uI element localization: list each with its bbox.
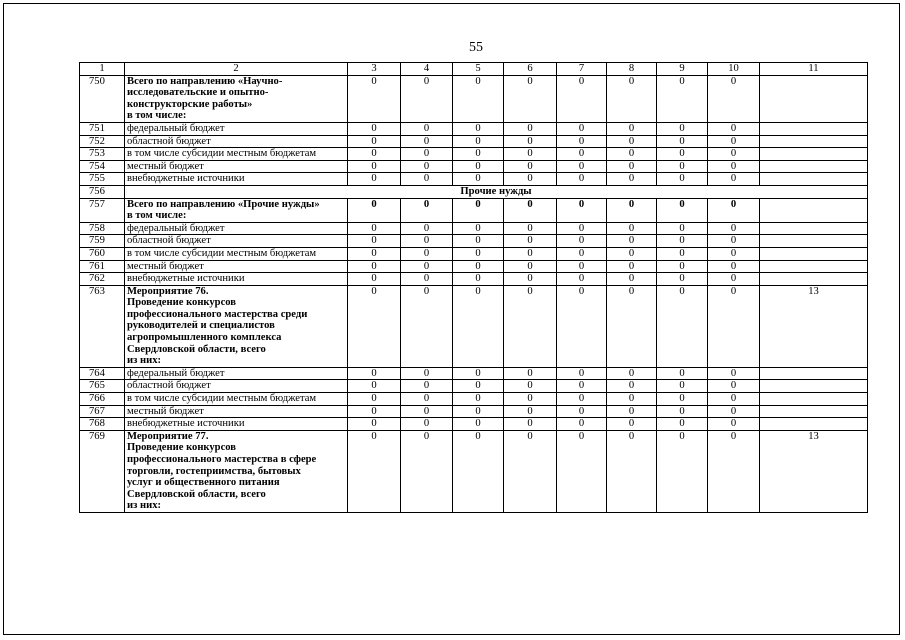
value-cell: 0 xyxy=(504,367,557,380)
row-label xyxy=(125,198,348,222)
value-cell: 0 xyxy=(557,393,607,406)
header-row xyxy=(80,63,868,76)
table-row xyxy=(80,185,868,198)
value-cell: 0 xyxy=(657,148,708,161)
value-cell: 0 xyxy=(607,380,657,393)
table-row xyxy=(80,75,868,122)
table-row xyxy=(80,135,868,148)
row-label-line: Свердловской области, всего xyxy=(127,488,266,500)
value-cell: 0 xyxy=(708,235,760,248)
value-cell: 0 xyxy=(453,393,504,406)
value-cell: 0 xyxy=(401,418,453,431)
value-cell: 0 xyxy=(708,148,760,161)
row-label-line: Всего по направлению «Научно- xyxy=(127,75,283,87)
value-cell: 0 xyxy=(401,148,453,161)
row-label-line: внебюджетные источники xyxy=(127,173,245,185)
value-cell: 0 xyxy=(657,198,708,222)
value-cell: 0 xyxy=(708,122,760,135)
row-label-line: внебюджетные источники xyxy=(127,418,245,430)
value-cell: 0 xyxy=(708,393,760,406)
value-cell: 0 xyxy=(453,135,504,148)
value-cell: 0 xyxy=(708,160,760,173)
value-cell-col11 xyxy=(760,380,868,393)
value-cell: 0 xyxy=(708,173,760,186)
value-cell: 0 xyxy=(453,285,504,367)
value-cell: 0 xyxy=(607,148,657,161)
value-cell: 0 xyxy=(557,367,607,380)
value-cell: 0 xyxy=(557,405,607,418)
column-header: 11 xyxy=(760,63,868,76)
row-number: 764 xyxy=(80,367,125,380)
value-cell: 0 xyxy=(708,285,760,367)
value-cell: 0 xyxy=(657,135,708,148)
row-number: 752 xyxy=(80,135,125,148)
value-cell: 0 xyxy=(504,380,557,393)
value-cell: 0 xyxy=(504,430,557,512)
value-cell: 0 xyxy=(708,430,760,512)
value-cell: 0 xyxy=(348,285,401,367)
value-cell: 0 xyxy=(348,75,401,122)
table-row xyxy=(80,222,868,235)
value-cell: 0 xyxy=(453,122,504,135)
value-cell: 0 xyxy=(453,260,504,273)
value-cell: 0 xyxy=(708,135,760,148)
table-row xyxy=(80,160,868,173)
value-cell: 0 xyxy=(607,222,657,235)
value-cell: 0 xyxy=(504,148,557,161)
row-number: 762 xyxy=(80,273,125,286)
row-label xyxy=(125,260,348,273)
value-cell: 0 xyxy=(607,430,657,512)
row-label-line: областной бюджет xyxy=(127,235,211,247)
row-label-line: в том числе: xyxy=(127,210,187,222)
value-cell: 0 xyxy=(657,273,708,286)
value-cell: 0 xyxy=(348,405,401,418)
row-label-line: торговли, гостеприимства, бытовых xyxy=(127,465,301,477)
row-label xyxy=(125,247,348,260)
value-cell: 0 xyxy=(657,393,708,406)
value-cell: 0 xyxy=(557,173,607,186)
row-label xyxy=(125,430,348,512)
value-cell: 0 xyxy=(607,198,657,222)
value-cell: 0 xyxy=(557,418,607,431)
value-cell: 0 xyxy=(348,393,401,406)
value-cell: 0 xyxy=(557,273,607,286)
row-label-line: местный бюджет xyxy=(127,260,204,272)
value-cell-col11 xyxy=(760,222,868,235)
value-cell: 0 xyxy=(453,247,504,260)
value-cell: 0 xyxy=(657,430,708,512)
value-cell: 0 xyxy=(557,198,607,222)
value-cell: 0 xyxy=(401,135,453,148)
value-cell: 0 xyxy=(657,260,708,273)
value-cell: 0 xyxy=(401,285,453,367)
value-cell-col11: 13 xyxy=(760,285,868,367)
value-cell: 0 xyxy=(453,173,504,186)
table-row xyxy=(80,285,868,367)
value-cell: 0 xyxy=(504,75,557,122)
value-cell: 0 xyxy=(453,222,504,235)
budget-table xyxy=(79,62,868,513)
row-label-line: руководителей и специалистов xyxy=(127,320,275,332)
value-cell: 0 xyxy=(708,247,760,260)
value-cell: 0 xyxy=(657,173,708,186)
value-cell-col11 xyxy=(760,135,868,148)
row-label xyxy=(125,380,348,393)
row-label xyxy=(125,160,348,173)
row-label-line: в том числе: xyxy=(127,110,187,122)
table-row xyxy=(80,173,868,186)
value-cell-col11 xyxy=(760,75,868,122)
row-number: 757 xyxy=(80,198,125,222)
value-cell-col11 xyxy=(760,393,868,406)
row-label xyxy=(125,285,348,367)
row-label-line: федеральный бюджет xyxy=(127,222,225,234)
value-cell: 0 xyxy=(708,75,760,122)
value-cell: 0 xyxy=(557,247,607,260)
value-cell-col11 xyxy=(760,122,868,135)
value-cell: 0 xyxy=(348,367,401,380)
value-cell: 0 xyxy=(657,418,708,431)
column-header: 5 xyxy=(453,63,504,76)
row-label-line: в том числе субсидии местным бюджетам xyxy=(127,148,317,160)
value-cell: 0 xyxy=(607,367,657,380)
row-number: 769 xyxy=(80,430,125,512)
value-cell: 0 xyxy=(504,122,557,135)
value-cell: 0 xyxy=(401,430,453,512)
row-number: 759 xyxy=(80,235,125,248)
row-number: 758 xyxy=(80,222,125,235)
value-cell-col11 xyxy=(760,173,868,186)
value-cell: 0 xyxy=(348,260,401,273)
table-row xyxy=(80,260,868,273)
row-label-line: профессионального мастерства среди xyxy=(127,308,308,320)
row-label-line: Мероприятие 77. xyxy=(127,430,209,442)
row-label-line: федеральный бюджет xyxy=(127,122,225,134)
value-cell: 0 xyxy=(453,380,504,393)
value-cell: 0 xyxy=(401,273,453,286)
row-number: 763 xyxy=(80,285,125,367)
row-label xyxy=(125,367,348,380)
row-label-line: местный бюджет xyxy=(127,405,204,417)
value-cell: 0 xyxy=(453,405,504,418)
value-cell: 0 xyxy=(504,198,557,222)
value-cell: 0 xyxy=(504,273,557,286)
value-cell: 0 xyxy=(557,260,607,273)
value-cell: 0 xyxy=(401,173,453,186)
value-cell-col11 xyxy=(760,247,868,260)
value-cell: 0 xyxy=(453,235,504,248)
value-cell: 0 xyxy=(348,222,401,235)
row-label xyxy=(125,173,348,186)
value-cell: 0 xyxy=(504,405,557,418)
value-cell: 0 xyxy=(557,75,607,122)
value-cell: 0 xyxy=(348,235,401,248)
value-cell: 0 xyxy=(557,235,607,248)
value-cell: 0 xyxy=(401,160,453,173)
value-cell: 0 xyxy=(504,135,557,148)
value-cell: 0 xyxy=(708,367,760,380)
value-cell: 0 xyxy=(348,273,401,286)
value-cell: 0 xyxy=(401,405,453,418)
value-cell: 0 xyxy=(708,222,760,235)
row-label-line: профессионального мастерства в сфере xyxy=(127,454,317,465)
value-cell: 0 xyxy=(657,235,708,248)
row-label xyxy=(125,222,348,235)
value-cell: 0 xyxy=(657,222,708,235)
value-cell: 0 xyxy=(657,380,708,393)
value-cell: 0 xyxy=(557,135,607,148)
value-cell: 0 xyxy=(348,122,401,135)
row-number: 760 xyxy=(80,247,125,260)
page-number: 55 xyxy=(469,40,483,55)
row-number: 750 xyxy=(80,75,125,122)
value-cell: 0 xyxy=(504,418,557,431)
table-row xyxy=(80,122,868,135)
value-cell: 0 xyxy=(453,418,504,431)
value-cell: 0 xyxy=(657,75,708,122)
value-cell: 0 xyxy=(607,160,657,173)
value-cell: 0 xyxy=(607,393,657,406)
value-cell: 0 xyxy=(657,367,708,380)
value-cell-col11 xyxy=(760,418,868,431)
value-cell: 0 xyxy=(607,418,657,431)
value-cell: 0 xyxy=(607,260,657,273)
value-cell: 0 xyxy=(348,247,401,260)
table-row xyxy=(80,405,868,418)
value-cell: 0 xyxy=(348,430,401,512)
value-cell: 0 xyxy=(607,247,657,260)
value-cell: 0 xyxy=(401,367,453,380)
row-label xyxy=(125,273,348,286)
value-cell: 0 xyxy=(557,148,607,161)
row-label-line: внебюджетные источники xyxy=(127,273,245,285)
row-number: 753 xyxy=(80,148,125,161)
value-cell: 0 xyxy=(504,173,557,186)
value-cell: 0 xyxy=(607,273,657,286)
value-cell: 0 xyxy=(557,222,607,235)
value-cell: 0 xyxy=(607,122,657,135)
table-row xyxy=(80,148,868,161)
row-number: 768 xyxy=(80,418,125,431)
value-cell: 0 xyxy=(453,273,504,286)
value-cell: 0 xyxy=(708,418,760,431)
value-cell: 0 xyxy=(657,405,708,418)
value-cell: 0 xyxy=(557,430,607,512)
value-cell: 0 xyxy=(657,122,708,135)
value-cell: 0 xyxy=(708,198,760,222)
row-number: 756 xyxy=(80,185,125,198)
row-label xyxy=(125,418,348,431)
value-cell-col11 xyxy=(760,160,868,173)
row-label-line: областной бюджет xyxy=(127,135,211,147)
row-label xyxy=(125,135,348,148)
value-cell: 0 xyxy=(453,367,504,380)
row-label-line: Проведение конкурсов xyxy=(127,442,237,454)
value-cell: 0 xyxy=(401,260,453,273)
value-cell: 0 xyxy=(401,75,453,122)
value-cell: 0 xyxy=(504,393,557,406)
value-cell-col11 xyxy=(760,273,868,286)
value-cell: 0 xyxy=(348,160,401,173)
value-cell: 0 xyxy=(504,222,557,235)
value-cell: 0 xyxy=(607,285,657,367)
value-cell: 0 xyxy=(504,247,557,260)
column-header: 4 xyxy=(401,63,453,76)
value-cell-col11 xyxy=(760,367,868,380)
row-label-line: агропромышленного комплекса xyxy=(127,332,282,344)
value-cell: 0 xyxy=(708,405,760,418)
value-cell: 0 xyxy=(557,122,607,135)
value-cell: 0 xyxy=(401,235,453,248)
row-label-line: Проведение конкурсов xyxy=(127,297,237,309)
value-cell: 0 xyxy=(504,235,557,248)
row-label-line: местный бюджет xyxy=(127,160,204,172)
column-header: 8 xyxy=(607,63,657,76)
value-cell: 0 xyxy=(401,393,453,406)
row-label-line: Мероприятие 76. xyxy=(127,285,209,297)
value-cell: 0 xyxy=(607,405,657,418)
value-cell: 0 xyxy=(557,160,607,173)
column-header: 3 xyxy=(348,63,401,76)
row-label-line: из них: xyxy=(127,355,162,367)
row-label-line: исследовательские и опытно- xyxy=(127,87,269,99)
row-number: 766 xyxy=(80,393,125,406)
table-row xyxy=(80,235,868,248)
value-cell: 0 xyxy=(348,198,401,222)
row-label-line: в том числе субсидии местным бюджетам xyxy=(127,393,317,405)
value-cell: 0 xyxy=(657,247,708,260)
row-label-line: конструкторские работы» xyxy=(127,98,253,110)
value-cell: 0 xyxy=(607,75,657,122)
row-number: 761 xyxy=(80,260,125,273)
row-label-line: Свердловской области, всего xyxy=(127,343,266,355)
row-label xyxy=(125,75,348,122)
table-row xyxy=(80,430,868,512)
value-cell-col11 xyxy=(760,235,868,248)
value-cell: 0 xyxy=(504,260,557,273)
column-header: 10 xyxy=(708,63,760,76)
row-label-line: областной бюджет xyxy=(127,380,211,392)
row-number: 754 xyxy=(80,160,125,173)
row-label xyxy=(125,393,348,406)
row-label-line: в том числе субсидии местным бюджетам xyxy=(127,247,317,259)
column-header: 6 xyxy=(504,63,557,76)
value-cell: 0 xyxy=(453,148,504,161)
table-row xyxy=(80,367,868,380)
column-header: 9 xyxy=(657,63,708,76)
value-cell: 0 xyxy=(401,380,453,393)
row-label xyxy=(125,235,348,248)
value-cell-col11: 13 xyxy=(760,430,868,512)
value-cell: 0 xyxy=(708,380,760,393)
row-label-line: Всего по направлению «Прочие нужды» xyxy=(127,198,320,210)
row-label xyxy=(125,148,348,161)
section-title: Прочие нужды xyxy=(125,185,868,198)
value-cell: 0 xyxy=(504,160,557,173)
value-cell: 0 xyxy=(401,222,453,235)
value-cell-col11 xyxy=(760,148,868,161)
value-cell: 0 xyxy=(607,135,657,148)
value-cell: 0 xyxy=(453,430,504,512)
row-label-line: федеральный бюджет xyxy=(127,367,225,379)
row-label xyxy=(125,405,348,418)
row-number: 755 xyxy=(80,173,125,186)
value-cell: 0 xyxy=(657,160,708,173)
row-number: 751 xyxy=(80,122,125,135)
value-cell: 0 xyxy=(401,247,453,260)
value-cell: 0 xyxy=(657,285,708,367)
value-cell: 0 xyxy=(453,75,504,122)
value-cell: 0 xyxy=(348,135,401,148)
table-row xyxy=(80,380,868,393)
row-number: 765 xyxy=(80,380,125,393)
value-cell: 0 xyxy=(708,273,760,286)
table-row xyxy=(80,273,868,286)
column-header: 1 xyxy=(80,63,125,76)
value-cell: 0 xyxy=(401,122,453,135)
table-row xyxy=(80,247,868,260)
value-cell: 0 xyxy=(348,380,401,393)
value-cell: 0 xyxy=(348,418,401,431)
table-row xyxy=(80,393,868,406)
value-cell: 0 xyxy=(607,173,657,186)
value-cell: 0 xyxy=(557,285,607,367)
table-row xyxy=(80,198,868,222)
value-cell: 0 xyxy=(708,260,760,273)
value-cell: 0 xyxy=(453,160,504,173)
column-header: 2 xyxy=(125,63,348,76)
row-number: 767 xyxy=(80,405,125,418)
value-cell: 0 xyxy=(348,148,401,161)
row-label xyxy=(125,122,348,135)
value-cell: 0 xyxy=(557,380,607,393)
value-cell-col11 xyxy=(760,198,868,222)
column-header: 7 xyxy=(557,63,607,76)
value-cell-col11 xyxy=(760,405,868,418)
value-cell: 0 xyxy=(401,198,453,222)
table-row xyxy=(80,418,868,431)
value-cell: 0 xyxy=(348,173,401,186)
row-label-line: услуг и общественного питания xyxy=(127,477,280,489)
row-label-line: из них: xyxy=(127,500,162,512)
value-cell: 0 xyxy=(453,198,504,222)
value-cell: 0 xyxy=(607,235,657,248)
value-cell: 0 xyxy=(504,285,557,367)
value-cell-col11 xyxy=(760,260,868,273)
